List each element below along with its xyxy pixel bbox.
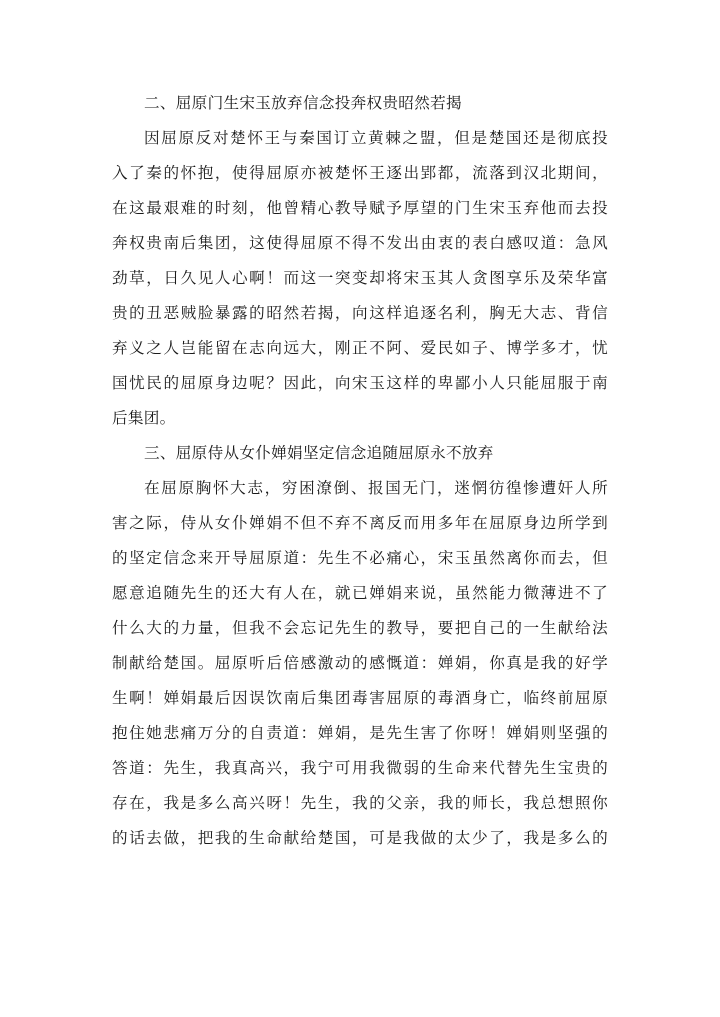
text-line: 因屈原反对楚怀王与秦国订立黄棘之盟，但是楚国还是彻底投 <box>144 129 608 147</box>
text-line: 愿意追随先生的还大有人在，就已婵娟来说，虽然能力微薄进不了 <box>112 584 608 602</box>
text-line: 抱住她悲痛万分的自责道：婵娟，是先生害了你呀！婵娟则坚强的 <box>112 724 608 742</box>
text-line: 什么大的力量，但我不会忘记先生的教导，要把自己的一生献给法 <box>112 619 608 637</box>
text-line: 害之际，侍从女仆婵娟不但不弃不离反而用多年在屈原身边所学到 <box>112 514 608 532</box>
text-line: 贵的丑恶贼脸暴露的昭然若揭，向这样追逐名利，胸无大志、背信 <box>112 304 608 322</box>
text-line: 的坚定信念来开导屈原道：先生不必痛心，宋玉虽然离你而去，但 <box>112 549 608 567</box>
text-line: 国忧民的屈原身边呢？因此，向宋玉这样的卑鄙小人只能屈服于南 <box>112 374 608 392</box>
text-line: 奔权贵南后集团，这使得屈原不得不发出由衷的表白感叹道：急风 <box>112 234 608 252</box>
text-line: 三、屈原侍从女仆婵娟坚定信念追随屈原永不放弃 <box>144 444 494 462</box>
text-line: 后集团。 <box>112 409 176 427</box>
text-line: 的话去做，把我的生命献给楚国，可是我做的太少了，我是多么的 <box>112 829 608 847</box>
text-line: 生啊！婵娟最后因误饮南后集团毒害屈原的毒酒身亡，临终前屈原 <box>112 689 608 707</box>
text-line: 答道：先生，我真高兴，我宁可用我微弱的生命来代替先生宝贵的 <box>112 759 608 777</box>
text-line: 在屈原胸怀大志，穷困潦倒、报国无门，迷惘彷徨惨遭奸人所 <box>144 479 608 497</box>
body-text <box>112 86 608 856</box>
text-line: 入了秦的怀抱，使得屈原亦被楚怀王逐出郢都，流落到汉北期间， <box>112 164 608 182</box>
text-line: 存在，我是多么高兴呀！先生，我的父亲，我的师长，我总想照你 <box>112 794 608 812</box>
text-line: 弃义之人岂能留在志向远大，刚正不阿、爱民如子、博学多才，忧 <box>112 339 608 357</box>
text-line: 劲草，日久见人心啊！而这一突变却将宋玉其人贪图享乐及荣华富 <box>112 269 608 287</box>
text-line: 在这最艰难的时刻，他曾精心教导赋予厚望的门生宋玉弃他而去投 <box>112 199 608 217</box>
text-line: 二、屈原门生宋玉放弃信念投奔权贵昭然若揭 <box>144 94 462 112</box>
text-line: 制献给楚国。屈原听后倍感激动的感慨道：婵娟，你真是我的好学 <box>112 654 608 672</box>
